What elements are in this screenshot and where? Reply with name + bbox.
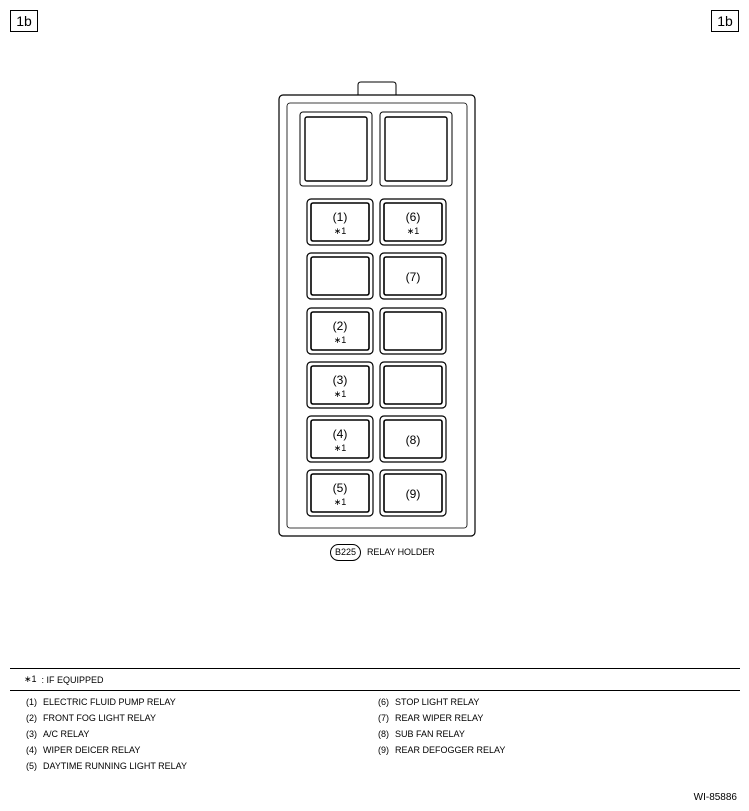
legend-text: REAR DEFOGGER RELAY [395, 745, 506, 755]
legend-number: (3) [26, 729, 37, 739]
relay-slot-right-5 [380, 416, 446, 462]
legend-item [26, 728, 187, 744]
legend-number: (8) [378, 729, 389, 739]
legend-text: SUB FAN RELAY [395, 729, 465, 739]
relay-slot-number: (5) [332, 481, 348, 495]
legend-left-column [26, 696, 187, 776]
legend-item [26, 760, 187, 776]
legend-item [378, 728, 505, 744]
relay-slot-note: ∗1 [406, 226, 420, 236]
connector-code-badge: B225 [330, 544, 361, 561]
figure-id: WI-85886 [693, 792, 737, 803]
relay-slot-number: (7) [405, 270, 421, 284]
relay-slot-number: (8) [405, 433, 421, 447]
page-tag-left: 1b [10, 10, 38, 32]
relay-slot-right-6 [380, 470, 446, 516]
legend-text: FRONT FOG LIGHT RELAY [43, 713, 157, 723]
relay-slot-left-6 [307, 470, 373, 516]
legend-number: (1) [26, 697, 37, 707]
relay-slot-note: ∗1 [333, 497, 347, 507]
legend-number: (2) [26, 713, 37, 723]
relay-slot-number: (3) [332, 373, 348, 387]
relay-slot-number: (1) [332, 210, 348, 224]
relay-slot-number: (2) [332, 319, 348, 333]
relay-slot-left-1 [307, 199, 373, 245]
relay-slot-note: ∗1 [333, 389, 347, 399]
relay-slot-right-1 [380, 199, 446, 245]
footnote [24, 674, 104, 685]
divider-middle [10, 690, 740, 691]
legend-text: ELECTRIC FLUID PUMP RELAY [43, 697, 176, 707]
legend-number: (9) [378, 745, 389, 755]
legend-item [26, 696, 187, 712]
relay-slot-right-2 [380, 253, 446, 299]
legend-text: WIPER DEICER RELAY [43, 745, 141, 755]
relay-slot-number: (6) [405, 210, 421, 224]
relay-slot-note: ∗1 [333, 226, 347, 236]
relay-holder-caption [330, 543, 435, 561]
relay-slot-number: (4) [332, 427, 348, 441]
divider-top [10, 668, 740, 669]
legend-text: A/C RELAY [43, 729, 90, 739]
legend-right-column [378, 696, 505, 760]
relay-slot-left-3 [307, 308, 373, 354]
legend-item [378, 744, 505, 760]
footnote-symbol: ∗1 [24, 674, 37, 684]
legend-number: (6) [378, 697, 389, 707]
relay-slot-right-3 [380, 308, 446, 354]
relay-slot-left-2 [307, 253, 373, 299]
legend-text: REAR WIPER RELAY [395, 713, 484, 723]
page-tag-right: 1b [711, 10, 739, 32]
relay-slot-right-4 [380, 362, 446, 408]
relay-slot-note: ∗1 [333, 443, 347, 453]
legend-text: DAYTIME RUNNING LIGHT RELAY [43, 761, 188, 771]
legend-number: (7) [378, 713, 389, 723]
legend-text: STOP LIGHT RELAY [395, 697, 480, 707]
relay-slot-number: (9) [405, 487, 421, 501]
legend-item [378, 696, 505, 712]
relay-slot-left-5 [307, 416, 373, 462]
relay-slot-note: ∗1 [333, 335, 347, 345]
footnote-text: : IF EQUIPPED [41, 674, 104, 685]
connector-label: RELAY HOLDER [367, 547, 435, 557]
legend-number: (5) [26, 761, 37, 771]
legend-item [378, 712, 505, 728]
legend-number: (4) [26, 745, 37, 755]
legend-item [26, 744, 187, 760]
legend-item [26, 712, 187, 728]
relay-slot-left-4 [307, 362, 373, 408]
